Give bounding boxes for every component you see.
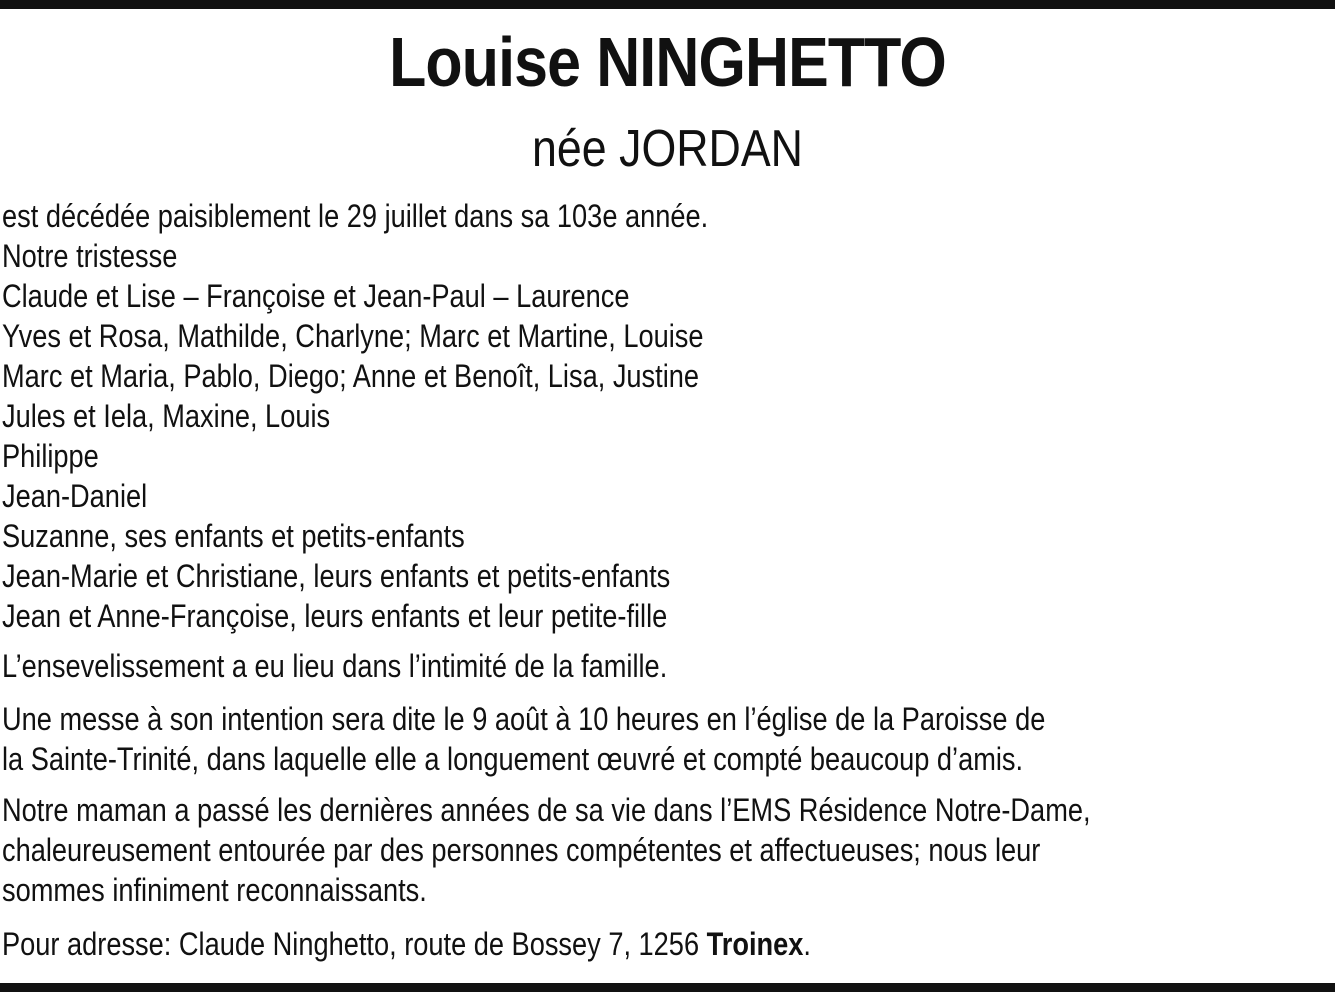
address-city: Troinex [706, 926, 804, 962]
maiden-name: née JORDAN [532, 120, 803, 178]
bottom-rule [0, 983, 1335, 992]
burial-paragraph: L’ensevelissement a eu lieu dans l’intimité de la famille. [2, 648, 668, 684]
opening-line: est décédée paisiblement le 29 juillet dans sa 103e année. [2, 198, 709, 234]
family-line: Philippe [2, 438, 99, 474]
thanks-paragraph [2, 790, 1091, 910]
thanks-line: sommes infiniment reconnaissants. [2, 872, 427, 908]
family-line: Jean-Marie et Christiane, leurs enfants et petits-enfants [2, 558, 671, 594]
family-line: Jules et Iela, Maxine, Louis [2, 398, 331, 434]
mass-line: la Sainte-Trinité, dans laquelle elle a longuement œuvré et compté beaucoup d’amis. [2, 741, 1024, 777]
family-list [2, 276, 703, 636]
family-line: Jean-Daniel [2, 478, 148, 514]
mass-line: Une messe à son intention sera dite le 9 août à 10 heures en l’église de la Paroisse de [2, 701, 1046, 737]
address-suffix: . [803, 926, 811, 962]
mass-paragraph [2, 699, 1045, 779]
address-prefix: Pour adresse: Claude Ninghetto, route de Bossey 7, 1256 [2, 926, 707, 962]
address-line [2, 924, 811, 964]
family-line: Claude et Lise – Françoise et Jean-Paul – Laurence [2, 278, 630, 314]
thanks-line: Notre maman a passé les dernières années de sa vie dans l’EMS Résidence Notre-Dame, [2, 792, 1091, 828]
top-rule [0, 0, 1335, 9]
family-line: Suzanne, ses enfants et petits-enfants [2, 518, 465, 554]
thanks-line: chaleureusement entourée par des personnes compétentes et affectueuses; nous leur [2, 832, 1041, 868]
family-line: Jean et Anne-Françoise, leurs enfants et leur petite-fille [2, 598, 668, 634]
family-line: Marc et Maria, Pablo, Diego; Anne et Benoît, Lisa, Justine [2, 358, 699, 394]
mourners-intro: Notre tristesse [2, 238, 178, 274]
family-line: Yves et Rosa, Mathilde, Charlyne; Marc et Martine, Louise [2, 318, 704, 354]
deceased-name: Louise NINGHETTO [389, 23, 946, 101]
